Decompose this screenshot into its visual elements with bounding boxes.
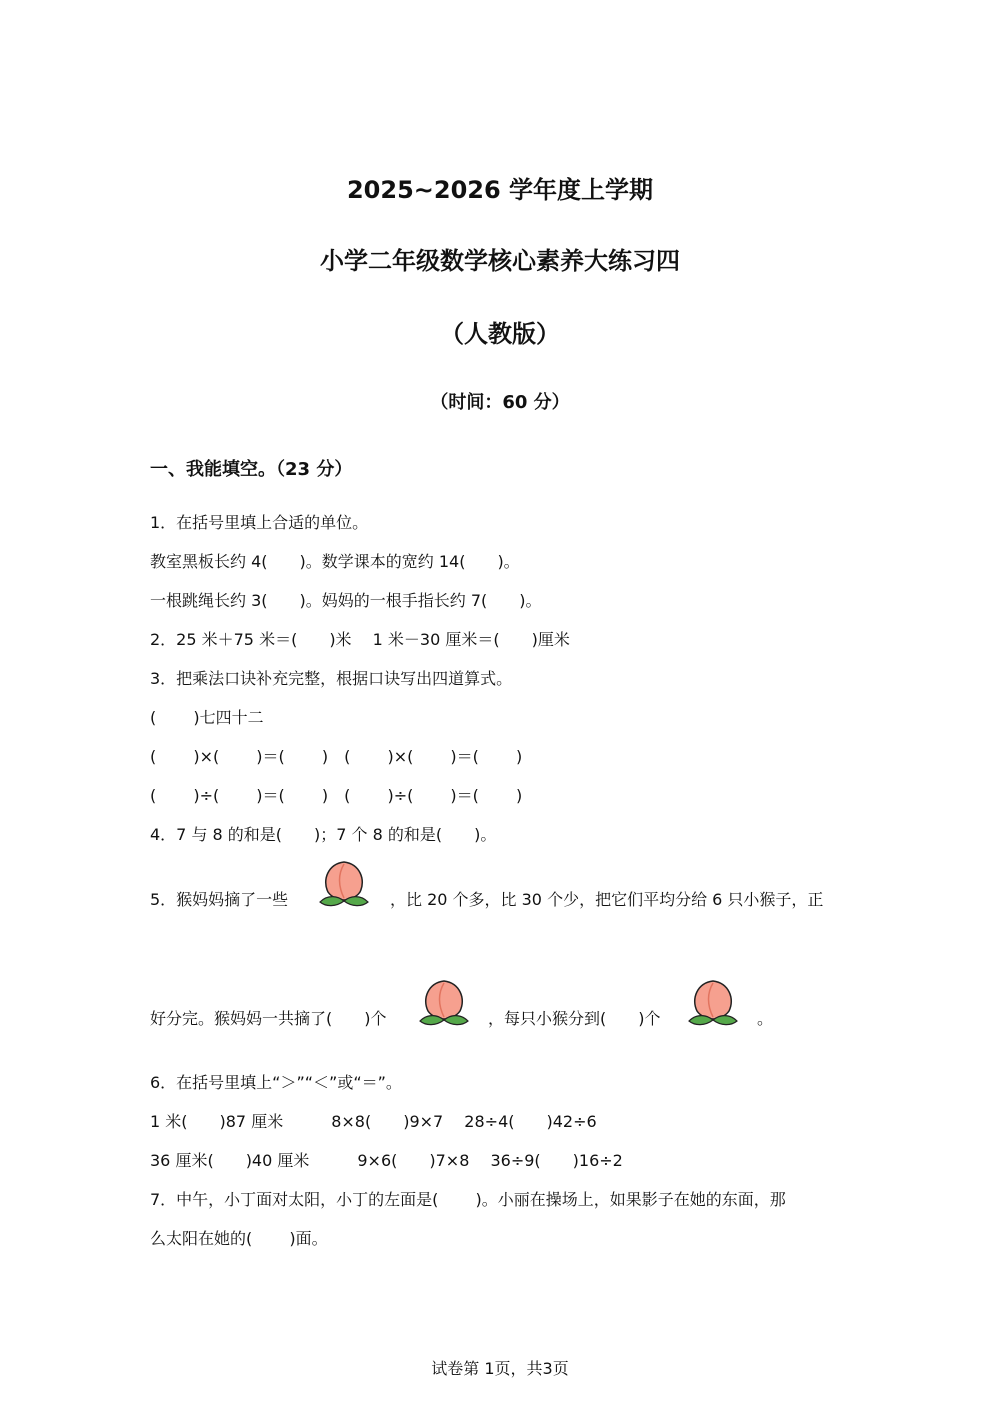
question-line: 1 米( )87 厘米 8×8( )9×7 28÷4( )42÷6 xyxy=(150,1112,597,1131)
question-line: 36 厘米( )40 厘米 9×6( )7×8 36÷9( )16÷2 xyxy=(150,1151,623,1170)
peach-icon xyxy=(414,975,474,1029)
question-5-text-c: 好分完。猴妈妈一共摘了( )个 xyxy=(150,1009,387,1028)
question-5-text-e: 。 xyxy=(757,1009,774,1028)
question-5-text-d: ，每只小猴分到( )个 xyxy=(488,1009,661,1028)
question-line: 6．在括号里填上“＞”“＜”或“＝”。 xyxy=(150,1073,402,1092)
peach-icon xyxy=(683,975,743,1029)
question-5-text-a: 5．猴妈妈摘了一些 xyxy=(150,890,289,909)
page-title-line1: 2025~2026 学年度上学期 xyxy=(346,176,654,204)
peach-icon xyxy=(314,856,374,910)
question-line: 2．25 米＋75 米＝( )米 1 米－30 厘米＝( )厘米 xyxy=(150,630,570,649)
question-line: 3．把乘法口诀补充完整，根据口诀写出四道算式。 xyxy=(150,669,513,688)
page-title-line2: 小学二年级数学核心素养大练习四 xyxy=(320,247,680,275)
question-line: 1．在括号里填上合适的单位。 xyxy=(150,513,369,532)
exam-time: （时间：60 分） xyxy=(430,392,570,413)
question-5-text-b: ，比 20 个多，比 30 个少，把它们平均分给 6 只小猴子，正 xyxy=(390,890,824,909)
question-line: 4．7 与 8 的和是( )；7 个 8 的和是( )。 xyxy=(150,825,497,844)
question-line: 教室黑板长约 4( )。数学课本的宽约 14( )。 xyxy=(150,552,520,571)
question-line: ( )七四十二 xyxy=(150,708,264,727)
question-line: ( )×( )＝( ) ( )×( )＝( ) xyxy=(150,747,523,766)
question-line: 7．中午，小丁面对太阳，小丁的左面是( )。小丽在操场上，如果影子在她的东面，那 xyxy=(150,1190,786,1209)
page-title-line3: （人教版） xyxy=(440,320,560,348)
page-footer: 试卷第 1页，共3页 xyxy=(431,1359,569,1378)
question-line: 么太阳在她的( )面。 xyxy=(150,1229,328,1248)
section-heading: 一、我能填空。（23 分） xyxy=(150,459,353,480)
question-line: ( )÷( )＝( ) ( )÷( )＝( ) xyxy=(150,786,523,805)
question-line: 一根跳绳长约 3( )。妈妈的一根手指长约 7( )。 xyxy=(150,591,542,610)
